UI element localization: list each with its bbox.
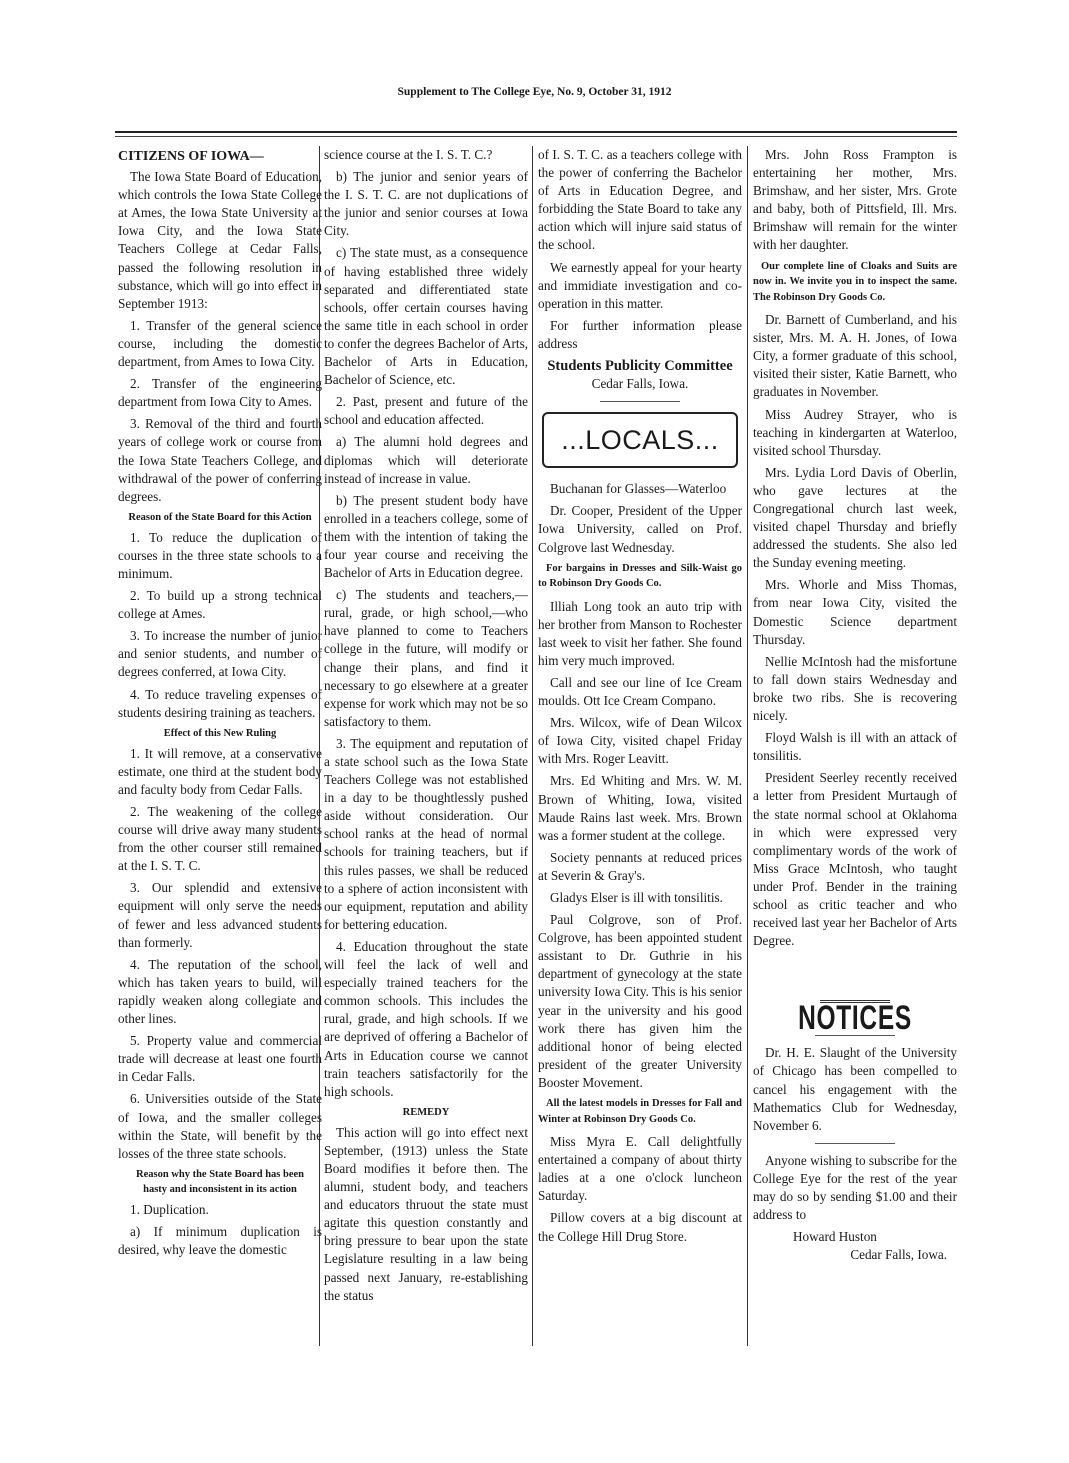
paragraph: Paul Colgrove, son of Prof. Colgrove, has been appointed student assistant to Dr. Guthrie in his department of gynecology at the state university Iowa City. This is his senior year in the university and his good work there has given him the additional honor of being elected president of the greater University Booster Movement.	[538, 912, 742, 1090]
paragraph: 3. To increase the number of junior and senior students, and number of degrees conferred, at Iowa City.	[118, 628, 322, 680]
paragraph: Buchanan for Glasses—Waterloo	[550, 481, 727, 497]
paragraph: Mrs. John Ross Frampton is entertaining her mother, Mrs. Brimshaw, and her sister, Mrs. Grote and baby, both of Pittsfield, Ill. Mrs. Brimshaw will remain for the winter with her daughter.	[753, 147, 957, 253]
paragraph: 1. To reduce the duplication of courses in the three state schools to a minimum.	[118, 529, 322, 581]
column-divider	[319, 146, 320, 1346]
paragraph: This action will go into effect next September, (1913) unless the State Board modifies it before then. The alumni, student body, and teachers and educators thruout the state must agitate this question constantly and bring pressure to bear upon the state Legislature resulting in a law being passed next January, re-establishing the status	[324, 1124, 528, 1303]
paragraph: 1. It will remove, at a conservative estimate, one third at the student body and faculty body from Cedar Falls.	[118, 745, 322, 797]
column-2	[324, 146, 528, 1309]
subheading: Effect of this New Ruling	[163, 727, 277, 739]
header-rule-thin	[115, 136, 957, 137]
paragraph: 2. Past, present and future of the school and education affected.	[324, 394, 528, 428]
paragraph: c) The students and teachers,—rural, grade, or high school,—who have planned to come to Teachers college in the future, will modify or change their plans, and find it necessary to go elsewhere at a greater expense for work which may not be so satisfactory to them.	[324, 587, 528, 729]
paragraph: 3. The equipment and reputation of a state school such as the Iowa State Teachers College was not established in a day to be thoughtlessly pushed aside without consideration. Our school ranks at the head of normal schools for training teachers, but if this rules passes, we shall be reduced to a sphere of action inconsistent with our equipment, reputation and ability for bettering education.	[324, 735, 528, 932]
supplement-header: Supplement to The College Eye, No. 9, October 31, 1912	[397, 86, 672, 98]
paragraph: Pillow covers at a big discount at the College Hill Drug Store.	[538, 1210, 742, 1244]
paragraph: For further information please address	[538, 317, 742, 351]
paragraph: The Iowa State Board of Education, which controls the Iowa State College at Ames, the Iowa State University at Iowa City, and the Iowa State Teachers College at Cedar Falls, passed the following resolution in substance, which will go into effect in September 1913:	[118, 169, 322, 311]
divider-rule	[600, 401, 680, 402]
paragraph: 4. Education throughout the state will feel the lack of well and especially trained teachers for the common schools. This includes the rural, grade, and high schools. If we are deprived of offering a Bachelor of Arts in Education course we cannot train teachers satisfactorily for the high schools.	[324, 938, 528, 1099]
paragraph: Call and see our line of Ice Cream moulds. Ott Ice Cream Compano.	[538, 674, 742, 709]
paragraph: Miss Audrey Strayer, who is teaching in kindergarten at Waterloo, visited school Thursday.	[753, 406, 957, 458]
paragraph: Mrs. Ed Whiting and Mrs. W. M. Brown of Whiting, Iowa, visited Maude Rains last week. Mrs. Brown was a former student at the college.	[538, 773, 742, 843]
column-1	[118, 146, 322, 1263]
paragraph: c) The state must, as a consequence of having established three widely separated and differentiated state schools, offer certain courses having the same title in each school in order to confer the degrees Bachelor of Arts, Bachelor of Arts in Education, Bachelor of Science, etc.	[324, 245, 528, 388]
divider-rule	[815, 1143, 895, 1144]
paragraph: Dr. Cooper, President of the Upper Iowa University, called on Prof. Colgrove last Wednesday.	[538, 503, 742, 555]
paragraph: Floyd Walsh is ill with an attack of tonsilitis.	[753, 730, 957, 764]
subscriber-name: Howard Huston	[793, 1229, 877, 1245]
paragraph: 5. Property value and commercial trade will decrease at least one fourth in Cedar Falls.	[118, 1033, 322, 1085]
paragraph: Gladys Elser is ill with tonsilitis.	[550, 890, 723, 905]
committee-name: Students Publicity Committee	[547, 358, 733, 375]
subheading: Reason of the State Board for this Action	[128, 511, 312, 523]
advertisement: Our complete line of Cloaks and Suits are now in. We invite you in to inspect the same. The Robinson Dry Goods Co.	[753, 260, 957, 303]
spacer	[753, 954, 957, 994]
paragraph: Mrs. Whorle and Miss Thomas, from near Iowa City, visited the Domestic Science department Thursday.	[753, 577, 957, 647]
advertisement: All the latest models in Dresses for Fall and Winter at Robinson Dry Goods Co.	[538, 1098, 742, 1125]
paragraph: Miss Myra E. Call delightfully entertained a company of about thirty ladies at a one o'clock luncheon Saturday.	[538, 1134, 742, 1204]
paragraph: 2. To build up a strong technical college at Ames.	[118, 588, 322, 622]
paragraph: Mrs. Wilcox, wife of Dean Wilcox of Iowa City, visited chapel Friday with Mrs. Roger Leavitt.	[538, 715, 742, 767]
subheading: Reason why the State Board has been hasty and inconsistent in its action	[135, 1168, 304, 1195]
paragraph: We earnestly appeal for your hearty and immidiate investigation and co-operation in this matter.	[538, 259, 742, 311]
paragraph: a) If minimum duplication is desired, why leave the domestic	[118, 1223, 322, 1257]
paragraph: b) The junior and senior years of the I. S. T. C. are not duplications of the junior and senior courses at Iowa City.	[324, 169, 528, 239]
paragraph: 1. Transfer of the general science course, including the domestic department, from Ames to Iowa City.	[118, 317, 322, 370]
locals-banner: ...LOCALS...	[542, 412, 738, 468]
paragraph: science course at the I. S. T. C.?	[324, 147, 493, 162]
column-divider	[532, 146, 533, 1346]
paragraph: 1. Duplication.	[130, 1201, 209, 1217]
section-heading: CITIZENS OF IOWA—	[118, 149, 264, 164]
paragraph: a) The alumni hold degrees and diplomas which will deteriorate instead of increase in value.	[324, 434, 528, 486]
column-4	[753, 146, 957, 1264]
advertisement: For bargains in Dresses and Silk-Waist go to Robinson Dry Goods Co.	[538, 562, 742, 590]
paragraph: b) The present student body have enrolled in a teachers college, some of them with the intention of taking the four year course and receiving the Bachelor of Arts in Education degree.	[324, 492, 528, 581]
paragraph: 3. Our splendid and extensive equipment will only serve the needs of fewer and less advanced students than formerly.	[118, 880, 322, 950]
paragraph: Anyone wishing to subscribe for the College Eye for the rest of the year may do so by sending $1.00 and their address to	[753, 1152, 957, 1223]
address-line: Cedar Falls, Iowa.	[850, 1247, 947, 1263]
notices-heading: NOTICES	[798, 999, 912, 1038]
paragraph: Dr. H. E. Slaught of the University of Chicago has been compelled to cancel his engagement with the Mathematics Club for Wednesday, November 6.	[753, 1045, 957, 1133]
paragraph: Mrs. Lydia Lord Davis of Oberlin, who gave lectures at the Congregational church last week, visited chapel Thursday and briefly addressed the students. She also led the Sunday evening meeting.	[753, 464, 957, 571]
paragraph: 3. Removal of the third and fourth years of college work or course from the Iowa State Teachers College, and withdrawal of the power of conferring degrees.	[118, 416, 322, 504]
paragraph: Dr. Barnett of Cumberland, and his sister, Mrs. M. A. H. Jones, of Iowa City, a former graduate of this school, visited their sister, Katie Barnett, who graduates in November.	[753, 312, 957, 400]
header-rule	[115, 131, 957, 133]
paragraph: Illiah Long took an auto trip with her brother from Manson to Rochester last week to visit her father. She found him very much improved.	[538, 598, 742, 668]
paragraph: Society pennants at reduced prices at Severin & Gray's.	[538, 849, 742, 883]
subheading: REMEDY	[402, 1106, 450, 1118]
column-divider	[747, 146, 748, 1346]
paragraph: 4. To reduce traveling expenses of students desiring training as teachers.	[118, 686, 322, 720]
paragraph: 4. The reputation of the school, which has taken years to build, will rapidly weaken along collegiate and other lines.	[118, 956, 322, 1027]
paragraph: Nellie McIntosh had the misfortune to fall down stairs Wednesday and broke two ribs. She is recovering nicely.	[753, 653, 957, 724]
column-3	[538, 146, 742, 1250]
paragraph: 2. Transfer of the engineering department from Iowa City to Ames.	[118, 376, 322, 410]
address-line: Cedar Falls, Iowa.	[591, 376, 689, 392]
paragraph: President Seerley recently received a letter from President Murtaugh of the state normal school at Oklahoma in which were expressed very complimentary words of the work of Miss Grace McIntosh, who taught under Prof. Bender in the training school as critic teacher and who received last year her Bachelor of Arts Degree.	[753, 770, 957, 949]
paragraph: of I. S. T. C. as a teachers college with the power of conferring the Bachelor of Arts in Education Degree, and forbidding the State Board to take any action which will injure said status of the school.	[538, 147, 742, 253]
paragraph: 6. Universities outside of the State of Iowa, and the smaller colleges within the State, will benefit by the losses of the three state schools.	[118, 1091, 322, 1161]
paragraph: 2. The weakening of the college course will drive away many students from the other courser still remained at the I. S. T. C.	[118, 804, 322, 874]
